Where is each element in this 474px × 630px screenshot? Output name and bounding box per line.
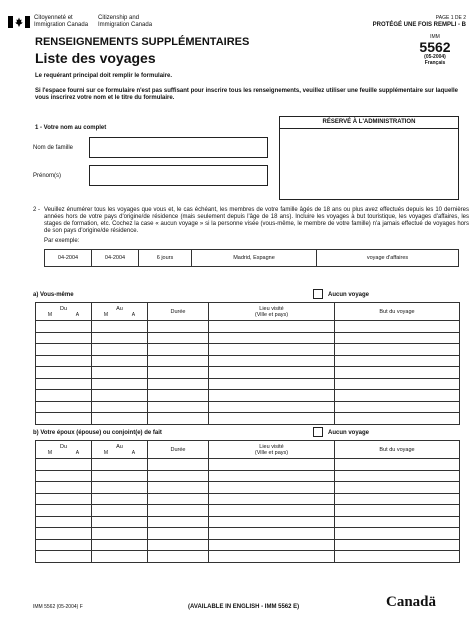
to-date-field[interactable] [92,516,148,528]
col-purpose-header: But du voyage [335,441,460,459]
duration-field[interactable] [148,332,209,344]
department-fr-line1: Citoyenneté et [34,15,73,21]
duration-field[interactable] [148,390,209,402]
protected-label: PROTÉGÉ UNE FOIS REMPLI - B [372,22,466,28]
travel-row [36,482,460,494]
from-date-field[interactable] [36,344,92,356]
place-field[interactable] [209,539,335,551]
purpose-field[interactable] [335,470,460,482]
year-label: A [75,311,80,318]
from-date-field[interactable] [36,355,92,367]
col-from-label: Du [59,443,68,450]
year-label: A [75,449,80,456]
place-field[interactable] [209,505,335,517]
form-code: IMM 5562 (05-2004) F [33,604,83,610]
travel-row [36,470,460,482]
part-a-travel-table [35,302,460,425]
col-from-label: Du [59,305,68,312]
travel-row [36,493,460,505]
part-b-travel-table [35,440,460,563]
to-date-field[interactable] [92,539,148,551]
place-field[interactable] [209,367,335,379]
place-field[interactable] [209,321,335,333]
place-field[interactable] [209,551,335,563]
duration-field[interactable] [148,505,209,517]
example-duration: 6 jours [139,250,192,267]
purpose-field[interactable] [335,516,460,528]
department-name-fr [34,15,88,29]
place-field[interactable] [209,459,335,471]
duration-field[interactable] [148,528,209,540]
from-date-field[interactable] [36,482,92,494]
place-field[interactable] [209,378,335,390]
place-field[interactable] [209,332,335,344]
travel-row [36,516,460,528]
duration-field[interactable] [148,321,209,333]
travel-row [36,378,460,390]
col-place-header [209,441,335,459]
duration-field[interactable] [148,459,209,471]
month-label: M [103,449,109,456]
duration-field[interactable] [148,378,209,390]
from-date-field[interactable] [36,470,92,482]
form-number: 5562 [419,39,451,55]
form-title-line1: RENSEIGNEMENTS SUPPLÉMENTAIRES [35,36,250,48]
place-field[interactable] [209,528,335,540]
given-name-field[interactable] [89,165,268,186]
purpose-field[interactable] [335,539,460,551]
place-field[interactable] [209,401,335,413]
from-date-field[interactable] [36,459,92,471]
duration-field[interactable] [148,413,209,425]
part-a-no-travel-checkbox[interactable] [313,289,323,299]
col-to-label: Au [116,443,123,450]
example-place: Madrid, Espagne [192,250,317,267]
col-to-label: Au [116,305,123,312]
to-date-field[interactable] [92,528,148,540]
col-duration-header: Durée [148,303,209,321]
travel-row [36,344,460,356]
travel-row [36,459,460,471]
place-field[interactable] [209,482,335,494]
duration-field[interactable] [148,482,209,494]
travel-row [36,332,460,344]
col-from-header [36,441,92,459]
to-date-field[interactable] [92,321,148,333]
travel-row [36,355,460,367]
department-en-line2: Immigration Canada [98,22,153,28]
duration-field[interactable] [148,493,209,505]
from-date-field[interactable] [36,539,92,551]
from-date-field[interactable] [36,321,92,333]
place-field[interactable] [209,516,335,528]
canada-flag-icon [8,15,30,27]
travel-row [36,367,460,379]
purpose-field[interactable] [335,482,460,494]
form-language: Français [424,60,446,66]
part-b-no-travel-checkbox[interactable] [313,427,323,437]
from-date-field[interactable] [36,401,92,413]
part-a-no-travel-label: Aucun voyage [328,292,370,298]
duration-field[interactable] [148,470,209,482]
purpose-field[interactable] [335,378,460,390]
department-name-en [98,15,152,29]
place-field[interactable] [209,355,335,367]
to-date-field[interactable] [92,413,148,425]
from-date-field[interactable] [36,505,92,517]
page-number: PAGE 1 DE 2 [435,15,466,21]
purpose-field[interactable] [335,344,460,356]
example-to: 04-2004 [92,250,139,267]
part-b-label: b) Votre époux (épouse) ou conjoint(e) de fait [33,430,162,436]
to-date-field[interactable] [92,551,148,563]
purpose-field[interactable] [335,505,460,517]
duration-field[interactable] [148,401,209,413]
duration-field[interactable] [148,367,209,379]
place-field[interactable] [209,470,335,482]
to-date-field[interactable] [92,493,148,505]
duration-field[interactable] [148,539,209,551]
from-date-field[interactable] [36,528,92,540]
imm-label: IMM [430,34,440,40]
col-from-header [36,303,92,321]
to-date-field[interactable] [92,367,148,379]
col-duration-header: Durée [148,441,209,459]
place-field[interactable] [209,344,335,356]
admin-reserved-label: RÉSERVÉ À L'ADMINISTRATION [280,117,458,129]
place-field[interactable] [209,390,335,402]
example-purpose: voyage d'affaires [317,250,459,267]
travel-row [36,505,460,517]
section2-instructions: Veuillez énumérer tous les voyages que vous et, le cas échéant, les membres de votre famille âgés de 18 ans ou plus avez effectués depuis les 10 dernières années hors de votre pays d'origine/de résidence (mais seulement depuis l'âge de 18 ans). Incluire les voyages à but touristique, les voyages d'affaires, les stages de formation, etc. Cochez la case « aucun voyage » si la personne visée (vous-même, le membre de votre famille) n'a jamais effectué de voyages hors de son pays d'origine/de résidence. [44,207,469,234]
purpose-field[interactable] [335,413,460,425]
purpose-field[interactable] [335,528,460,540]
purpose-field[interactable] [335,332,460,344]
place-field[interactable] [209,413,335,425]
col-place-label: Lieu visité [259,443,284,450]
to-date-field[interactable] [92,505,148,517]
from-date-field[interactable] [36,332,92,344]
to-date-field[interactable] [92,482,148,494]
department-fr-line2: Immigration Canada [34,22,89,28]
english-availability: (AVAILABLE IN ENGLISH - IMM 5562 E) [188,604,300,610]
col-place-sublabel: (Ville et pays) [254,311,289,318]
travel-row [36,401,460,413]
month-label: M [47,449,53,456]
purpose-field[interactable] [335,401,460,413]
family-name-field[interactable] [89,137,268,158]
form-date: (05-2004) [424,54,446,60]
purpose-field[interactable] [335,321,460,333]
col-purpose-header: But du voyage [335,303,460,321]
to-date-field[interactable] [92,459,148,471]
part-b-no-travel-label: Aucun voyage [328,430,370,436]
given-name-label: Prénom(s) [33,173,62,179]
to-date-field[interactable] [92,344,148,356]
month-label: M [47,311,53,318]
from-date-field[interactable] [36,413,92,425]
canada-wordmark: Canadä [386,594,437,610]
to-date-field[interactable] [92,355,148,367]
month-label: M [103,311,109,318]
intro-paragraph-1: Le requérant principal doit remplir le formulaire. [35,73,173,79]
form-id-block [418,34,452,66]
col-place-sublabel: (Ville et pays) [254,449,289,456]
purpose-field[interactable] [335,459,460,471]
family-name-label: Nom de famille [33,145,74,151]
to-date-field[interactable] [92,378,148,390]
purpose-field[interactable] [335,390,460,402]
to-date-field[interactable] [92,470,148,482]
purpose-field[interactable] [335,367,460,379]
col-to-header [92,441,148,459]
duration-field[interactable] [148,355,209,367]
to-date-field[interactable] [92,401,148,413]
form-title-line2: Liste des voyages [35,50,156,66]
travel-row [36,413,460,425]
example-label: Par exemple: [44,238,80,244]
example-from: 04-2004 [45,250,92,267]
place-field[interactable] [209,493,335,505]
department-en-line1: Citizenship and [98,15,140,21]
from-date-field[interactable] [36,378,92,390]
travel-row [36,528,460,540]
purpose-field[interactable] [335,551,460,563]
purpose-field[interactable] [335,355,460,367]
col-place-header [209,303,335,321]
intro-paragraph-2: Si l'espace fourni sur ce formulaire n'est pas suffisant pour inscrire tous les renseignements, veuillez utiliser une feuille supplémentaire sur laquelle vous inscrirez votre nom et le titre du formulaire. [35,88,458,101]
year-label: A [131,311,136,318]
section1-label: 1 - Votre nom au complet [35,125,107,131]
travel-row [36,551,460,563]
section2-number: 2 - [33,207,41,213]
example-row [44,249,459,267]
year-label: A [131,449,136,456]
to-date-field[interactable] [92,390,148,402]
col-place-label: Lieu visité [259,305,284,312]
to-date-field[interactable] [92,332,148,344]
from-date-field[interactable] [36,493,92,505]
from-date-field[interactable] [36,551,92,563]
duration-field[interactable] [148,344,209,356]
travel-row [36,321,460,333]
duration-field[interactable] [148,516,209,528]
purpose-field[interactable] [335,493,460,505]
admin-reserved-box [279,116,459,200]
travel-row [36,539,460,551]
from-date-field[interactable] [36,390,92,402]
col-to-header [92,303,148,321]
part-a-label: a) Vous-même [33,292,74,298]
from-date-field[interactable] [36,516,92,528]
from-date-field[interactable] [36,367,92,379]
duration-field[interactable] [148,551,209,563]
travel-row [36,390,460,402]
